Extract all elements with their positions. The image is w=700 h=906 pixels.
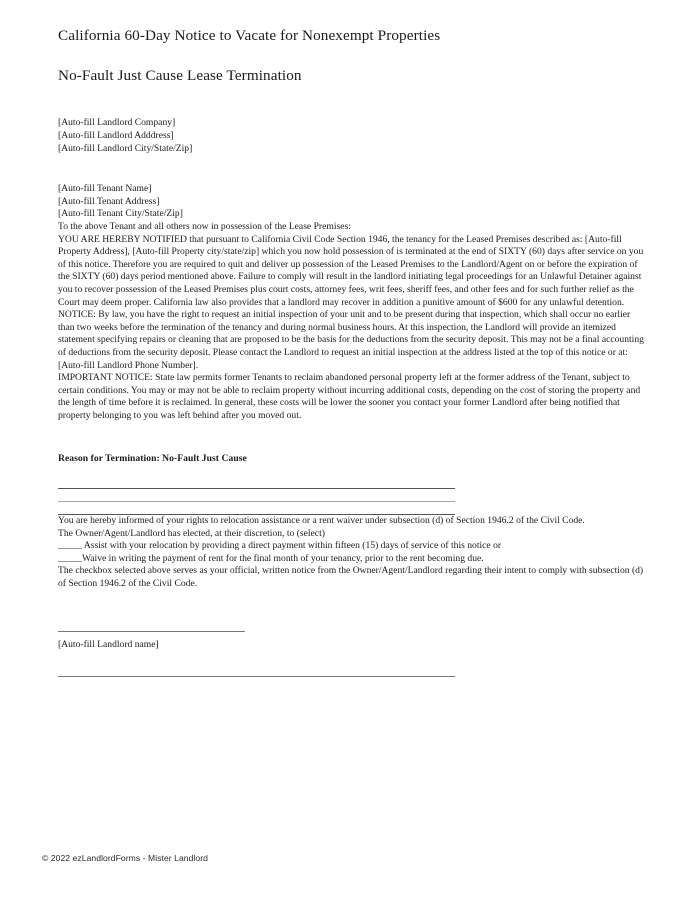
salutation-paragraph: To the above Tenant and all others now in possession of the Lease Premises: (58, 220, 351, 232)
reason-blank-line-1[interactable] (58, 488, 455, 489)
landlord-address-block (58, 117, 646, 155)
page-title: California 60-Day Notice to Vacate for Nonexempt Properties (58, 27, 441, 44)
inspection-notice-paragraph: NOTICE: By law, you have the right to request an initial inspection of your unit and to be present during that inspection, which shall occur no earlier than two weeks before the termination of the tenancy and during normal business hours. At this inspection, the Landlord will provide an itemized statement specifying repairs or cleaning that are proposed to be the basis for the deductions from the security deposit. This may not be a final accounting of deductions from the security deposit. Please contact the Landlord to request an initial inspection at the address listed at the top of this notice or at: [Auto-fill Landlord Phone Number]. (58, 309, 644, 371)
tenant-address-block (58, 183, 646, 221)
tenant-city-state-zip-placeholder: [Auto-fill Tenant City/State/Zip] (58, 208, 183, 220)
date-signature-line[interactable] (58, 676, 455, 677)
important-notice-paragraph: IMPORTANT NOTICE: State law permits former Tenants to reclaim abandoned personal property left at the former address of the Tenant, subject to certain conditions. You may or may not be able to reclaim property without incurring additional costs, depending on the cost of storing the property and the length of time before it is reclaimed. In general, these costs will be lower the sooner you contact your former Landlord after being notified that property belonging to you was left behind after you moved out. (58, 372, 641, 421)
page-subtitle: No-Fault Just Cause Lease Termination (58, 67, 302, 85)
relocation-rights-paragraph: You are hereby informed of your rights to relocation assistance or a rent waiver under subsection (d) of Section 1946.2 of the Civil Code. (58, 515, 585, 527)
checkbox-confirmation-paragraph: The checkbox selected above serves as your official, written notice from the Owner/Agent/Landlord regarding their intent to comply with subsection (d) of Section 1946.2 of the Civil Code. (58, 565, 644, 590)
notified-paragraph: YOU ARE HEREBY NOTIFIED that pursuant to California Civil Code Section 1946, the tenancy for the Leased Premises described as: [Auto-fill Property Address], [Auto-fill Property city/state/zip] which you now hold possession of is terminated at the end of SIXTY (60) days after service on you of this notice. Therefore you are required to quit and deliver up possession of the Leased Premises to the Landlord/Agent on or before the expiration of the SIXTY (60) days period mentioned above. Failure to comply will result in the landlord initiating legal proceedings for an Unlawful Detainer against you to recover possession of the Leased Premises plus court costs, attorney fees, writ fees, sheriff fees, and other fees and for such further relief as the Court may deem proper. California law also provides that a landlord may recover in addition a punitive amount of $600 for any unlawful detention. (58, 233, 644, 308)
elected-option-paragraph: The Owner/Agent/Landlord has elected, at their discretion, to (select) (58, 527, 325, 539)
tenant-address-placeholder: [Auto-fill Tenant Address] (58, 195, 160, 207)
landlord-signature-line[interactable] (58, 631, 245, 632)
landlord-name-placeholder: [Auto-fill Landlord name] (58, 638, 159, 650)
relocation-option-assist[interactable]: _____ Assist with your relocation by providing a direct payment within fifteen (15) days of service of this notice or (58, 540, 502, 552)
signature-section (58, 631, 646, 678)
reason-for-termination-heading: Reason for Termination: No-Fault Just Cause (58, 453, 247, 465)
landlord-company-placeholder: [Auto-fill Landlord Company] (58, 117, 176, 129)
tenant-name-placeholder: [Auto-fill Tenant Name] (58, 183, 152, 195)
footer-copyright: © 2022 ezLandlordForms - Mister Landlord (42, 853, 208, 863)
reason-blank-line-2[interactable] (58, 501, 455, 502)
landlord-address-placeholder: [Auto-fill Landlord Adddress] (58, 130, 174, 141)
relocation-option-waive[interactable]: _____Waive in writing the payment of rent for the final month of your tenancy, prior to the rent becoming due. (58, 552, 484, 564)
landlord-city-state-zip-placeholder: [Auto-fill Landlord City/State/Zip] (58, 142, 193, 154)
reason-blank-lines (58, 488, 646, 515)
document-content (58, 28, 646, 677)
